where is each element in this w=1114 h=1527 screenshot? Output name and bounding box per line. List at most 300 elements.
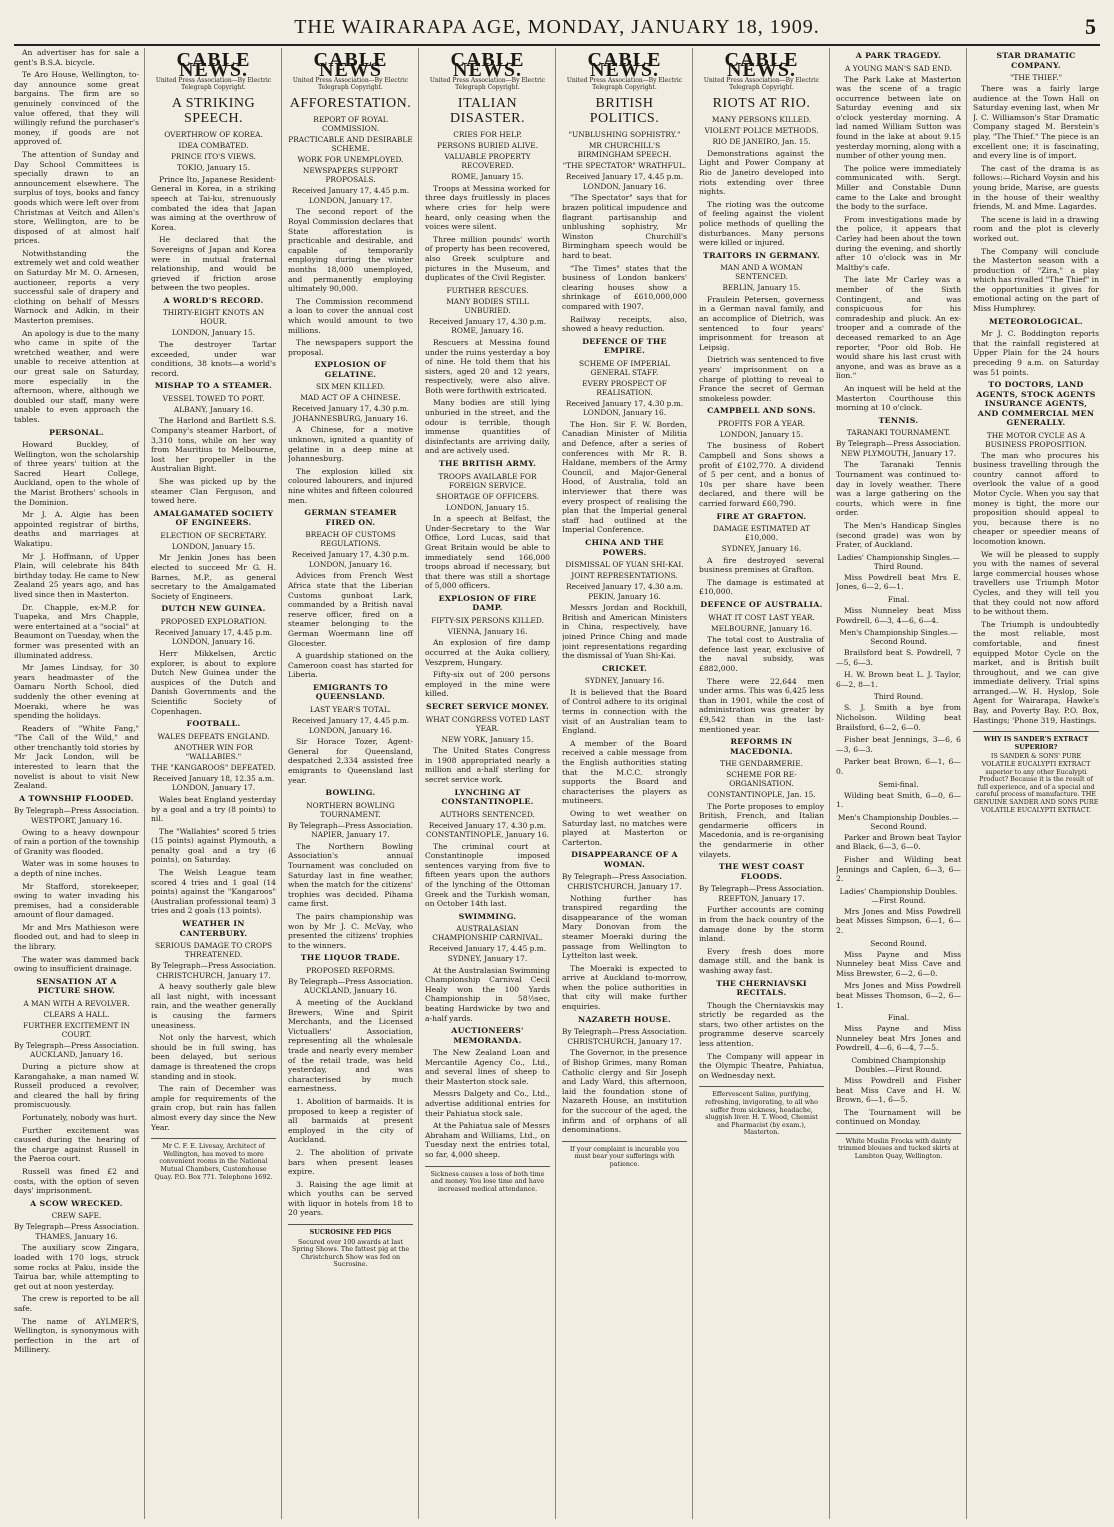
article-paragraph: Troops at Messina worked for three days fruitlessly in places where cries for help were heard, only ceasing when the voices were silent.	[425, 183, 550, 232]
dateline: By Telegraph—Press Association. AUCKLAND, January 16.	[288, 976, 413, 996]
article-paragraph: From investigations made by the police, it appears that Carley had been about the town during the evening, and shortly after 10 o'clock was in Mr Maltby's cafe.	[836, 214, 961, 272]
article-subheading: IDEA COMBATED.	[178, 141, 249, 151]
article-paragraph: The rioting was the outcome of feeling against the violent police methods of quelling the disturbances. Many persons were killed or injured.	[699, 199, 824, 248]
article-paragraph: Sir Horace Tozer, Agent-General for Queensland, despatched 2,334 assisted free emigrants to Queensland last year.	[288, 737, 413, 785]
article-paragraph: 1. Abolition of barmaids. It is proposed to keep a register of all barmaids at present employed in the city of Auckland.	[288, 1096, 413, 1145]
dateline: Received January 17, 4.30 p.m. CONSTANTINOPLE, January 16.	[425, 820, 550, 840]
article-subheading: TARANAKI TOURNAMENT.	[846, 428, 951, 438]
article-subheading: "THE SPECTATOR" WRATHFUL.	[562, 161, 687, 171]
article-paragraph: Miss Powdrell beat Mrs E. Jones, 6—2, 6—1.	[836, 572, 961, 592]
advertisement	[288, 1224, 413, 1269]
article-heading: THE WEST COAST FLOODS.	[718, 862, 805, 881]
article-heading: TO DOCTORS, LAND AGENTS, STOCK AGENTS INSURANCE AGENTS, AND COMMERCIAL MEN GENERALLY.	[976, 380, 1096, 428]
article-subheading: A MAN WITH A REVOLVER.	[23, 998, 130, 1008]
article-paragraph: Mr and Mrs Mathieson were flooded out, and had to sleep in the library.	[14, 922, 139, 952]
advertisement	[151, 1138, 276, 1181]
article-paragraph: It is believed that the Board of Control adhere to its original terms in connection with the visit of an Australian team to England.	[562, 687, 687, 736]
article-subheading: Second Round.	[870, 938, 927, 948]
article-paragraph: The Taranaki Tennis Tournament was continued to-day in lovely weather. There was a large gathering on the courts, which were in fine order.	[836, 460, 961, 518]
article-paragraph: "The Times" states that the business of London bankers' clearing houses show a shrinkage of £610,000,000 compared with 1907.	[562, 263, 687, 311]
dateline: LONDON, January 15.	[719, 429, 804, 439]
dateline: Received January 17, 4.30 a.m. PEKIN, January 16.	[566, 582, 683, 601]
article-paragraph: Nothing further has transpired regarding the disappearance of the woman Mary Donovan from the steamer Moeraki during the passage from Wellington to Lyttelton last week.	[562, 893, 687, 961]
article-subheading: NORTHERN BOWLING TOURNAMENT.	[306, 800, 395, 819]
article-paragraph: The late Mr Carley was a member of the Sixth Contingent, and was conspicuous for his comradeship and pluck. An ex-trooper and a comrade of the deceased remarked to an Age reporter, "Poor old Bob. He would share his last crust with anyone, and was as brave as a lion."	[836, 275, 961, 381]
dateline: BERLIN, January 15.	[722, 283, 801, 293]
article-heading: A PARK TRAGEDY.	[855, 51, 942, 60]
article-paragraph: The attention of Sunday and Day School Committees is specially drawn to an announcement elsewhere. The surplus of toys, books and fancy goods which were left over from Christmas at Veitch and Allen's store, Wellington, are to be disposed of at almost half prices.	[14, 149, 139, 246]
article-subheading: MANY PERSONS KILLED.	[711, 115, 812, 125]
article-heading: EMIGRANTS TO QUEENSLAND.	[313, 682, 388, 702]
article-paragraph: The newspapers support the proposal.	[288, 338, 413, 357]
article-paragraph: The cast of the drama is as follows:—Richard Voysin and his young bride, Marise, are guests in the house of their wealthy friends, M. and Mme. Lagardes.	[973, 163, 1099, 212]
article-paragraph: Miss Payne and Miss Nunneley beat Miss Cave and Miss Brewster, 6—2, 6—0.	[836, 949, 961, 978]
article-paragraph: The explosion killed six coloured labourers, and injured nine whites and fifteen coloured men.	[288, 466, 413, 505]
press-credit: United Press Association—By Electric Telegraph Copyright.	[155, 77, 272, 92]
article-subheading: EVERY PROSPECT OF REALISATION.	[582, 378, 667, 397]
article-paragraph: Brailsford beat S. Powdrell, 7—5, 6—3.	[836, 648, 961, 667]
dateline: By Telegraph—Press Association. CHRISTCHURCH, January 17.	[562, 872, 687, 891]
article-subheading: MAN AND A WOMAN SENTENCED.	[720, 263, 803, 282]
article-paragraph: At the Pahiatua sale of Messrs Abraham and Williams, Ltd., on Tuesday next the entries total, so far, 4,000 sheep.	[425, 1121, 550, 1160]
article-subheading: FURTHER EXCITEMENT IN COURT.	[23, 1020, 130, 1039]
article-heading: FIRE AT GRAFTON.	[716, 511, 807, 521]
article-subheading: WHAT IT COST LAST YEAR.	[708, 612, 815, 622]
article-heading: THE LIQUOR TRADE.	[300, 953, 401, 963]
dateline: By Telegraph—Press Association. CHRISTCHURCH, January 17.	[151, 961, 276, 980]
article-subheading: DAMAGE ESTIMATED AT £10,000.	[712, 524, 811, 543]
article-paragraph: Advices from French West Africa state that the Liberian Customs gunboat Lark, commanded by a British naval reserve officer, fired on a steamer belonging to the German Woermann line off Glocester.	[288, 571, 413, 648]
section-banner: CABLE NEWS.	[450, 49, 525, 81]
article-subheading: Ladies' Championship Doubles.—First Round.	[839, 886, 958, 905]
article-paragraph: 2. The abolition of private bars when present leases expire.	[288, 1147, 413, 1177]
article-paragraph: Mrs Jones and Miss Powdrell beat Misses Simpson, 6—1, 6—2.	[836, 906, 961, 935]
press-credit: United Press Association—By Electric Telegraph Copyright.	[292, 77, 409, 92]
article-subheading: "THE THIEF."	[1010, 73, 1062, 82]
article-subheading: CRIES FOR HELP.	[453, 130, 522, 140]
article-paragraph: A heavy southerly gale blew all last night, with incessant rain, and the weather generally is causing the farmers uneasiness.	[151, 982, 276, 1030]
article-subheading: DISMISSAL OF YUAN SHI-KAI.	[565, 560, 684, 569]
article-subheading: FIFTY-SIX PERSONS KILLED.	[431, 615, 544, 625]
article-heading: TENNIS.	[878, 415, 919, 425]
article-heading: SECRET SERVICE MONEY.	[425, 702, 550, 712]
article-subheading: NEWSPAPERS SUPPORT PROPOSALS.	[302, 166, 399, 185]
column-6	[699, 48, 830, 1519]
article-paragraph: The pairs championship was won by Mr J. C. McVay, who presented the citizens' trophies to the winners.	[288, 911, 413, 950]
article-paragraph: The destroyer Tartar exceeded, under war conditions, 38 knots—a world's record.	[151, 340, 276, 378]
article-subheading: TROOPS AVAILABLE FOR FOREIGN SERVICE.	[438, 471, 537, 490]
article-subheading: VALUABLE PROPERTY RECOVERED.	[444, 152, 531, 171]
article-subheading: PROPOSED EXPLORATION.	[160, 616, 267, 626]
article-paragraph: The business of Robert Campbell and Sons shows a profit of £102,770. A dividend of 5 per cent, and a bonus of 10s per share have been declared, and there will be carried forward £60,790.	[699, 441, 824, 508]
article-heading: SWIMMING.	[458, 911, 517, 921]
article-paragraph: The United States Congress in 1908 appropriated nearly a million and a-half sterling for secret service work.	[425, 746, 550, 784]
article-heading: DEFENCE OF AUSTRALIA.	[700, 600, 823, 610]
article-heading: A SCOW WRECKED.	[30, 1198, 123, 1208]
article-subheading: PRINCE ITO'S VIEWS.	[170, 152, 257, 162]
article-paragraph: An explosion of fire damp occurred at the Auka colliery, Veszprem, Hungary.	[425, 638, 550, 667]
article-paragraph: Though the Cherniavskis may strictly be regarded as the stars, two other artistes on the programme deserve scarcely less attention.	[699, 1000, 824, 1048]
article-subheading: Men's Championship Doubles.—Second Round.	[837, 812, 960, 831]
article-subheading: MR CHURCHILL'S BIRMINGHAM SPEECH.	[577, 141, 672, 160]
article-subheading: OVERTHROW OF KOREA.	[164, 130, 263, 140]
article-subheading: BREACH OF CUSTOMS REGULATIONS.	[305, 530, 396, 549]
article-subheading: AUSTRALASIAN CHAMPIONSHIP CARNIVAL.	[432, 924, 543, 943]
dateline: Received January 17, 4.45 p.m. LONDON, January 16.	[565, 172, 684, 191]
advertisement-title: WHY IS SANDER'S EXTRACT SUPERIOR?	[983, 735, 1089, 751]
article-subheading: Final.	[887, 594, 910, 604]
press-credit: United Press Association—By Electric Telegraph Copyright.	[566, 77, 683, 92]
article-paragraph: The criminal court at Constantinople imposed sentences varying from five to fifteen years upon the authors of the lynching of the Ottoman Greek and the Turkish woman, on October 14th last.	[425, 841, 550, 909]
article-subheading: AUTHORS SENTENCED.	[440, 809, 535, 819]
article-paragraph: He declared that the Sovereigns of Japan and Korea were in mutual fraternal relationship, and would be grieved if friction arose between the two peoples.	[151, 235, 276, 293]
advertisement-text: IS SANDER & SONS' PURE VOLATILE EUCALYPTI EXTRACT superior to any other Eucalypti Product? Because it is the result of full experience, and of a special and careful process of manufacture. THE GENUINE SANDER AND SONS PURE VOLATILE EUCALYPTI EXTRACT.	[973, 752, 1099, 814]
columns-container	[14, 48, 1104, 1519]
dateline: ALBANY, January 16.	[173, 404, 254, 414]
article-paragraph: Dietrich was sentenced to five years' imprisonment on a charge of plotting to reveal to France the secret of German smokeless powder.	[699, 355, 824, 403]
article-paragraph: Rescuers at Messina found under the ruins yesterday a boy of nine. He told them that his sisters, aged 20 and 12 years, respectively, were also alive. Both were forthwith extricated.	[425, 337, 550, 395]
advertisement	[836, 1133, 961, 1161]
article-subheading: CREW SAFE.	[51, 1211, 102, 1221]
article-heading: MISHAP TO A STEAMER.	[154, 381, 273, 391]
article-subheading: THIRTY-EIGHT KNOTS AN HOUR.	[162, 308, 265, 327]
article-paragraph: The Park Lake at Masterton was the scene of a tragic occurrence between late on Saturday evening and six o'clock yesterday morning. A lad named William Sutton was found in the lake at about 9.15 yesterday morning, along with a number of other young men.	[836, 74, 961, 161]
article-paragraph: Russell was fined £2 and costs, with the option of seven days' imprisonment.	[14, 1166, 139, 1196]
section-banner: CABLE NEWS	[313, 49, 388, 81]
article-subheading: SCHEME OF IMPERIAL GENERAL STAFF.	[579, 358, 670, 377]
article-subheading: ELECTION OF SECRETARY.	[160, 530, 267, 540]
article-subheading: SERIOUS DAMAGE TO CROPS THREATENED.	[154, 941, 273, 960]
column-3	[288, 48, 419, 1519]
article-subheading: PROPOSED REFORMS.	[306, 965, 395, 975]
article-paragraph: The man who procures his business travelling through the country cannot afford to overlook the value of a good Motor Cycle. When you say that money is tight, the more our proposition should appeal to you, because there is no cheaper or speedier means of locomotion known.	[973, 450, 1099, 546]
section-banner: CABLE NEWS.	[176, 49, 251, 81]
article-paragraph: The Company will appear in the Olympic Theatre, Pahiatua, on Wednesday next.	[699, 1051, 824, 1080]
newspaper-title: THE WAIRARAPA AGE, MONDAY, JANUARY 18, 1909.	[294, 16, 820, 38]
article-paragraph: Further accounts are coming in from the back country of the damage done by the storm inland.	[699, 905, 824, 944]
article-paragraph: A meeting of the Auckland Brewers, Wine and Spirit Merchants, and the Licensed Victuallers' Association, representing all the wholesale trade and nearly every member of the retail trade, was held yesterday, and was characterised by much earnestness.	[288, 998, 413, 1094]
article-paragraph: Miss Powdrell and Fisher beat Miss Cave and H. W. Brown, 6—1, 6—5.	[836, 1075, 961, 1105]
article-heading: A WORLD'S RECORD.	[163, 295, 264, 305]
article-paragraph: Mr James Lindsay, for 30 years headmaster of the Oamaru North School, died suddenly the other evening at Moeraki, where he was spending the holidays.	[14, 663, 139, 721]
article-paragraph: Owing to wet weather on Saturday last, no matches were played at Masterton or Carterton.	[562, 808, 687, 847]
column-7	[836, 48, 967, 1519]
article-subheading: REPORT OF ROYAL COMMISSION.	[313, 115, 388, 134]
article-paragraph: Mr Stafford, storekeeper, owing to water invading his premises, had a considerable amount of flour damaged.	[14, 881, 139, 920]
dateline: TOKIO, January 15.	[177, 163, 250, 173]
article-subheading: Ladies' Championship Singles.—Third Round.	[837, 552, 960, 571]
dateline: VIENNA, January 16.	[447, 626, 528, 636]
article-heading: DEFENCE OF THE EMPIRE.	[582, 336, 667, 356]
advertisement-title: SUCROSINE FED PIGS	[309, 1228, 392, 1237]
dateline: SYDNEY, January 16.	[721, 544, 802, 554]
article-paragraph: The Tournament will be continued on Monday.	[836, 1107, 961, 1127]
article-heading: LYNCHING AT CONSTANTINOPLE.	[441, 787, 534, 806]
article-headline: A STRIKING SPEECH.	[171, 96, 256, 127]
article-heading: STAR DRAMATIC COMPANY.	[996, 51, 1076, 70]
dateline: By Telegraph—Press Association. THAMES, January 16.	[14, 1222, 139, 1241]
advertisement	[973, 731, 1099, 814]
article-subheading: Third Round.	[873, 692, 924, 702]
article-subheading: Men's Championship Singles.—Second Round.	[839, 628, 958, 647]
dateline: Received January 17, 4.45 p.m. LONDON, January 16.	[154, 627, 273, 647]
article-paragraph: The scene is laid in a drawing room and the plot is cleverly worked out.	[973, 214, 1099, 243]
article-paragraph: Fraulein Petersen, governess in a German naval family, and an accomplice of Dietrich, was sentenced to four years' imprisonment for treason at Leipsig.	[699, 294, 824, 352]
article-subheading: Combined Championship Doubles.—First Round.	[851, 1055, 946, 1074]
article-paragraph: We will be pleased to supply you with the names of several large commercial houses whose travellers use Triumph Motor Cycles, and they will tell you that they could not now afford to be without them.	[973, 549, 1099, 617]
article-subheading: PERSONS BURIED ALIVE.	[437, 141, 538, 151]
dateline: By Telegraph—Press Association. WESTPORT, January 16.	[14, 806, 139, 825]
article-paragraph: Howard Buckley, of Wellington, won the scholarship of three years' tuition at the Sacred Heart College, Auckland, open to the whole of the Marist Brothers' schools in the Dominion.	[14, 440, 139, 507]
article-heading: PERSONAL.	[49, 427, 104, 437]
article-paragraph: An apology is due to the many who came in spite of the wretched weather, and were unable to receive attention at our great sale on Saturday, more especially in the afternoon, where, although we doubled our staff, many were unable to even approach the tables.	[14, 328, 139, 424]
article-paragraph: There were 22,644 men under arms. This was 6,425 less than in 1901, while the cost of administration was greater by £9,542 than in the last-mentioned year.	[699, 676, 824, 734]
article-heading: AMALGAMATED SOCIETY OF ENGINEERS.	[153, 508, 274, 528]
dateline: Received January 17, 4.30 p.m. JOHANNESBURG, January 16.	[291, 404, 410, 423]
article-paragraph: The Company will conclude the Masterton season with a production of "Zira," a play which has rivalled "The Thief" in the opportunities it gives for emotional acting on the part of Miss Humphrey.	[973, 246, 1099, 314]
column-8	[973, 48, 1104, 1519]
article-paragraph: The auxiliary scow Zingara, loaded with 170 logs, struck some rocks at Paku, inside the Tairua bar, while attempting to get out at noon yesterday.	[14, 1243, 139, 1291]
article-paragraph: Owing to a heavy downpour of rain a portion of the township of Granity was flooded.	[14, 827, 139, 856]
article-subheading: PROFITS FOR A YEAR.	[717, 418, 806, 428]
article-heading: AUCTIONEERS' MEMORANDA.	[451, 1026, 524, 1045]
article-paragraph: A Chinese, for a motive unknown, ignited a quantity of gelatine in a deep mine at Johannesburg.	[288, 425, 413, 464]
article-paragraph: A fire destroyed several business premises at Grafton.	[699, 555, 824, 575]
dateline: ROME, January 15.	[451, 172, 524, 182]
article-paragraph: Further excitement was caused during the hearing of the charge against Russell in the Paeroa court.	[14, 1125, 139, 1164]
article-paragraph: A member of the Board received a cable message from the English authorities stating that the M.C.C. strongly supports the Board and characterises the players as mutineers.	[562, 738, 687, 806]
section-banner: CABLE NEWS.	[724, 49, 799, 81]
article-subheading: THE MOTOR CYCLE AS A BUSINESS PROPOSITION.	[985, 430, 1087, 449]
article-paragraph: Fifty-six out of 200 persons employed in the mine were killed.	[425, 670, 550, 699]
article-paragraph: The second report of the Royal Commission declares that State afforestation is practicable and desirable, and capable of temporarily employing during the winter months 18,000 unemployed, and permanently employing ultimately 90,000.	[288, 207, 413, 294]
article-subheading: THE GENDARMERIE.	[720, 759, 803, 769]
dateline: Received January 18, 12.35 a.m. LONDON, January 17.	[152, 773, 275, 793]
article-paragraph: Mr Jenkin Jones has been elected to succeed Mr G. H. Barnes, M.P., as general secretary to the Amalgamated Society of Engineers.	[151, 553, 276, 601]
article-paragraph: Dr. Chapple, ex-M.P. for Tuapeka, and Mrs Chapple, were entertained at a "social" at Beaumont on Tuesday, when the former was presented with an illuminated address.	[14, 602, 139, 660]
article-paragraph: Prince Ito, Japanese Resident-General in Korea, in a striking speech at Tai-ku, strenuously combated the idea that Japan was aiming at the overthrow of Korea.	[151, 174, 276, 232]
article-paragraph: Fortunately, nobody was hurt.	[22, 1113, 138, 1122]
dateline: RIO DE JANEIRO, Jan. 15.	[712, 137, 811, 147]
advertisement-text: Secured over 100 awards at last Spring Shows. The fattest pig at the Christchurch Show was fed on Sucrosine.	[291, 1237, 410, 1269]
article-paragraph: Herr Mikkelsen, Arctic explorer, is about to explore Dutch New Guinea under the auspices of the Dutch and Danish Governments and the Scientific Society of Copenhagen.	[151, 649, 276, 716]
dateline: LONDON, January 15.	[171, 541, 256, 551]
article-heading: CRICKET.	[601, 663, 648, 673]
article-paragraph: She was picked up by the steamer Clan Ferguson, and towed here.	[151, 477, 276, 506]
article-subheading: ANOTHER WIN FOR "WALLABIES."	[174, 742, 253, 761]
article-subheading: PRACTICABLE AND DESIRABLE SCHEME.	[288, 135, 413, 154]
article-heading: REFORMS IN MACEDONIA.	[730, 737, 793, 756]
article-paragraph: Not only the harvest, which should be in full swing, has been delayed, but serious damage is threatened the crops standing and in stook.	[151, 1033, 276, 1081]
article-paragraph: Water was in some houses to a depth of nine inches.	[14, 859, 139, 878]
advertisement-text: White Muslin Frocks with dainty trimmed blouses and tucked skirts at Lambton Quay, Wellington.	[838, 1136, 959, 1161]
dateline: LONDON, January 15.	[171, 328, 256, 338]
dateline: SYDNEY, January 16.	[584, 676, 665, 686]
article-paragraph: The Commission recommend a loan to cover the annual cost which would amount to two millions.	[288, 296, 413, 335]
article-heading: THE CHERNIAVSKI RECITALS.	[716, 978, 807, 998]
article-paragraph: The police were immediately communicated with. Sergt. Miller and Constable Dunn came to the Lake and brought the body to the surface.	[836, 163, 961, 212]
article-paragraph: The water was dammed back owing to insufficient drainage.	[14, 954, 139, 974]
article-heading: TRAITORS IN GERMANY.	[702, 250, 821, 260]
article-paragraph: The Hon. Sir F. W. Borden, Canadian Minister of Militia and Defence, after a series of conferences with Mr R. B. Haldane, members of the Army Council, and Major-General Hood, of Australia, told an interviewer that there was every prospect of realising the plan that the Imperial general staff had outlined at the Imperial Conference.	[562, 419, 687, 535]
article-paragraph: The New Zealand Loan and Mercantile Agency Co., Ltd., and several lines of sheep to their Masterton stock sale.	[425, 1048, 550, 1086]
article-subheading: SCHEME FOR RE-ORGANISATION.	[726, 770, 797, 789]
article-paragraph: "The Spectator" says that for brazen political impudence and flagrant partisanship and unblushing sophistry, Mr Winston Churchill's Birmingham speech would be hard to beat.	[562, 193, 687, 260]
dateline: MELBOURNE, January 16.	[711, 623, 812, 633]
article-paragraph: The Moeraki is expected to arrive at Auckland to-morrow, when the police authorities in that city will make further enquiries.	[562, 963, 687, 1012]
article-paragraph: Messrs Dalgety and Co., Ltd., advertise additional entries for their Pahiatua stock sale.	[425, 1089, 550, 1118]
masthead	[14, 10, 1100, 46]
article-paragraph: Wilding beat Smith, 6—0, 6—1.	[836, 790, 961, 810]
advertisement-text: Sickness causes a loss of both time and money. You lose time and have increased medical attendance.	[430, 1169, 545, 1193]
advertisement	[699, 1086, 824, 1137]
article-paragraph: The Welsh League team scored 4 tries and 1 goal (14 points) against the "Kangaroos" (Australian professional team) 3 tries and 2 goals (13 points).	[151, 868, 276, 916]
article-subheading: VESSEL TOWED TO PORT.	[162, 393, 265, 403]
article-subheading: CLEARS A HALL.	[43, 1009, 110, 1019]
column-4	[425, 48, 556, 1519]
column-2	[151, 48, 282, 1519]
article-paragraph: The crew is reported to be all safe.	[14, 1294, 139, 1313]
dateline: Received January 17, 4.30 p.m. ROME, January 16.	[428, 316, 547, 336]
article-subheading: MANY BODIES STILL UNBURIED.	[446, 296, 529, 315]
article-paragraph: The Northern Bowling Association's annual Tournament was concluded on Saturday last in fine weather, when the match for the citizens' trophies was decided. Pihama came first.	[288, 841, 413, 909]
article-heading: CHINA AND THE POWERS.	[585, 538, 664, 557]
article-headline: BRITISH POLITICS.	[589, 96, 660, 127]
article-heading: NAZARETH HOUSE.	[578, 1014, 671, 1024]
article-headline: ITALIAN DISASTER.	[450, 96, 525, 127]
article-paragraph: Mrs Jones and Miss Powdrell beat Misses Thomson, 6—2, 6—1.	[836, 981, 961, 1010]
advertisement-text: Effervescent Saline, purifying, refreshing, invigorating, to all who suffer from sickness, headache, sluggish liver. H. T. Wood, Chemist and Pharmacist (by exam.), Masterton.	[704, 1090, 819, 1137]
article-heading: EXPLOSION OF FIRE DAMP.	[438, 593, 537, 613]
article-subheading: Final.	[887, 1013, 910, 1023]
dateline: By Telegraph—Press Association. NEW PLYMOUTH, January 17.	[836, 439, 961, 458]
article-paragraph: The Men's Handicap Singles (second grade) was won by Frater, of Auckland.	[836, 520, 961, 550]
dateline: By Telegraph—Press Association. NAPIER, January 17.	[288, 820, 413, 840]
advertisement-text: If your complaint is incurable you must bear your sufferings with patience.	[569, 1144, 680, 1168]
article-paragraph: Miss Nunneley beat Miss Powdrell, 6—3, 4—6, 6—4.	[836, 605, 961, 625]
article-paragraph: Te Aro House, Wellington, to-day announce some great bargains. The firm are so genuinely convinced of the value offered, that they will willingly refund the purchaser's money, if goods are not approved of.	[14, 70, 139, 147]
article-paragraph: An advertiser has for sale a gent's B.S.A. bicycle.	[14, 48, 139, 67]
article-paragraph: The Porte proposes to employ British, French, and Italian gendarmerie officers in Macedonia, and is re-organising the gendarmerie in other vilayets.	[699, 801, 824, 859]
article-paragraph: The name of AYLMER'S, Wellington, is synonymous with perfection in the art of Millinery.	[14, 1316, 139, 1355]
article-subheading: "UNBLUSHING SOPHISTRY."	[568, 130, 681, 140]
article-paragraph: Miss Payne and Miss Nunneley beat Mrs Jones and Powdrell, 4—6, 6—4, 7—5.	[836, 1024, 961, 1053]
dateline: By Telegraph—Press Association. REEFTON, January 17.	[699, 884, 824, 903]
article-paragraph: Readers of "White Fang," "The Call of the Wild," and other trenchantly told stories by Mr Jack London, will be interested to learn that the novelist is about to visit New Zealand.	[14, 723, 139, 791]
article-headline: RIOTS AT RIO.	[712, 96, 811, 112]
dateline: Received January 17, 4.30 p.m. LONDON, January 16.	[565, 398, 684, 418]
article-paragraph: The "Wallabies" scored 5 tries (15 points) against Plymouth, a penalty goal and a try (6 points), on Saturday.	[151, 826, 276, 865]
article-paragraph: Demonstrations against the Light and Power Company at Rio de Janeiro developed into riots extending over three nights.	[699, 148, 824, 197]
dateline: LONDON, January 15.	[445, 502, 530, 512]
article-subheading: A YOUNG MAN'S SAD END.	[845, 63, 952, 73]
article-heading: CAMPBELL AND SONS.	[707, 406, 816, 416]
article-paragraph: Parker and Brown beat Taylor and Black, 6—3, 6—0.	[836, 832, 961, 852]
article-paragraph: H. W. Brown beat L. J. Taylor, 6—2, 8—1.	[836, 670, 961, 689]
dateline: Received January 17, 4.45 p.m. LONDON, January 16.	[291, 715, 410, 735]
article-subheading: WORK FOR UNEMPLOYED.	[297, 155, 404, 165]
article-heading: SENSATION AT A PICTURE SHOW.	[36, 976, 117, 996]
dateline: NEW YORK, January 15.	[441, 734, 534, 744]
article-paragraph: The Triumph is undoubtedly the most reliable, most comfortable, and finest equipped Motor Cycle on the market, and is British built throughout, and we can give immediate delivery. Trial spins arranged.—W. H. Hyslop, Sole Agent for Wairarapa, Hawke's Bay, and Poverty Bay. P.O. Box, Hastings; 'Phone 319, Hastings.	[973, 619, 1099, 725]
article-subheading: THE "KANGAROOS" DEFEATED.	[151, 762, 276, 772]
article-subheading: WHAT CONGRESS VOTED LAST YEAR.	[425, 714, 550, 733]
page-number: 5	[1085, 14, 1096, 39]
article-paragraph: S. J. Smith a bye from Nicholson. Wilding beat Brailsford, 6—2, 6—0.	[836, 703, 961, 732]
article-heading: DISAPPEARANCE OF A WOMAN.	[571, 850, 678, 869]
dateline: By Telegraph—Press Association. AUCKLAND, January 16.	[14, 1040, 139, 1060]
article-paragraph: Three million pounds' worth of property has been recovered, also Greek sculpture and pictures in the Museum, and duplicates of the Civil Register.	[425, 234, 550, 283]
article-subheading: FURTHER RESCUES.	[446, 285, 529, 295]
article-paragraph: There was a fairly large audience at the Town Hall on Saturday evening last, when Mr J. C. Williamson's Star Dramatic Company staged M. Berstein's play, "The Thief." The piece is an excellent one; it is fascinating, and every line is of import.	[973, 84, 1099, 161]
article-heading: GERMAN STEAMER FIRED ON.	[304, 508, 397, 527]
article-heading: DUTCH NEW GUINEA.	[161, 604, 266, 614]
article-subheading: MAD ACT OF A CHINESE.	[300, 393, 401, 403]
article-paragraph: Parker beat Brown, 6—1, 6—0.	[836, 757, 961, 777]
article-paragraph: Every fresh does more damage still, and the bank is washing away fast.	[699, 946, 824, 975]
article-subheading: LAST YEAR'S TOTAL.	[309, 704, 392, 714]
article-paragraph: Mr J. A. Algie has been appointed registrar of births, deaths and marriages at Wakatipu.	[14, 510, 139, 548]
article-paragraph: Fisher beat Jennings, 3—6, 6—3, 6—3.	[836, 735, 961, 754]
article-heading: BOWLING.	[325, 788, 376, 798]
dateline: By Telegraph—Press Association. CHRISTCHURCH, January 17.	[562, 1027, 687, 1046]
article-subheading: WALES DEFEATS ENGLAND.	[157, 731, 270, 741]
column-5	[562, 48, 693, 1519]
article-paragraph: The rain of December was ample for requirements of the grain crop, but rain has fallen almost every day since the New Year.	[151, 1084, 276, 1132]
article-subheading: VIOLENT POLICE METHODS.	[704, 126, 819, 136]
article-paragraph: During a picture show at Karangahake, a man named W. Russell produced a revolver, and cleared the hall by firing promiscuously.	[14, 1062, 139, 1110]
dateline: Received January 17, 4.45 p.m. LONDON, January 17.	[291, 186, 410, 205]
article-paragraph: The total cost to Australia of defence last year, exclusive of the naval subsidy, was £882,000.	[699, 635, 824, 673]
article-paragraph: An inquest will be held at the Masterton Courthouse this morning at 10 o'clock.	[836, 383, 961, 413]
article-paragraph: Messrs Jordan and Rockhill, British and American Ministers in China, respectively, have joined Prince Ching and made joint representations regarding the dismissal of Yuan Shi-Kai.	[562, 603, 687, 661]
article-paragraph: The damage is estimated at £10,000.	[699, 577, 824, 597]
dateline: CONSTANTINOPLE, Jan. 15.	[707, 790, 816, 800]
article-heading: THE BRITISH ARMY.	[438, 459, 537, 469]
article-paragraph: Fisher and Wilding beat Jennings and Caplen, 6—3, 6—2.	[836, 855, 961, 884]
article-heading: WEATHER IN CANTERBURY.	[179, 919, 248, 938]
article-paragraph: 3. Raising the age limit at which youths can be served with liquor in hotels from 18 to 20 years.	[288, 1179, 413, 1218]
advertisement-text: Mr C. F. E. Livesay, Architect of Wellington, has moved to more convenient rooms in the National Mutual Chambers, Customhouse Quay. P.O. Box 771. Telephone 1692.	[154, 1142, 273, 1181]
article-paragraph: Railway receipts, also, showed a heavy reduction.	[562, 314, 687, 334]
article-subheading: SHORTAGE OF OFFICERS.	[435, 491, 540, 501]
article-subheading: SIX MEN KILLED.	[315, 382, 386, 392]
article-subheading: Semi-final.	[878, 779, 919, 789]
column-1	[14, 48, 145, 1519]
dateline: Received January 17, 4.45 p.m. SYDNEY, January 17.	[428, 944, 547, 963]
article-subheading: JOINT REPRESENTATIONS.	[571, 571, 678, 580]
article-heading: A TOWNSHIP FLOODED.	[19, 793, 134, 803]
article-paragraph: The Harlond and Bartlett S.S. Company's steamer Harbort, of 3,310 tons, while on her way from Mauritius to Melbourne, lost her propeller in the Australian Bight.	[151, 416, 276, 474]
article-headline: AFFORESTATION.	[289, 96, 412, 112]
article-paragraph: Many bodies are still lying unburied in the street, and the odour is terrible, though immense quantities of disinfectants are arriving daily, and are actively used.	[425, 398, 550, 456]
section-banner: CABLE NEWS.	[587, 49, 662, 81]
article-paragraph: Mr J. C. Boddington reports that the rainfall registered at Upper Plain for the 24 hours preceding 9 a.m. on Saturday was 51 points.	[973, 329, 1099, 377]
article-paragraph: At the Australasian Swimming Championship Carnival Cecil Healy won the 100 Yards Championship in 58½sec, beating Hardwicke by two and a-half yards.	[425, 965, 550, 1023]
article-paragraph: A guardship stationed on the Cameroon coast has started for Liberia.	[288, 651, 413, 680]
article-heading: METEOROLOGICAL.	[989, 316, 1083, 326]
article-heading: FOOTBALL.	[186, 719, 241, 729]
press-credit: United Press Association—By Electric Telegraph Copyright.	[429, 77, 546, 92]
press-credit: United Press Association—By Electric Telegraph Copyright.	[703, 77, 820, 92]
advertisement	[425, 1166, 550, 1194]
article-paragraph: Mr J. Hoffmann, of Upper Plain, will celebrate his 84th birthday today. He came to New Zealand 25 years ago, and has lived since then in Masterton.	[14, 551, 139, 599]
dateline: Received January 17, 4.30 p.m. LONDON, January 16.	[291, 550, 410, 569]
article-paragraph: Notwithstanding the extremely wet and cold weather on Saturday Mr M. O. Arnesen, auctioneer, reports a very successful sale of drapery and clothing on behalf of Messrs Warnock and Adkin, in their Masterton premises.	[14, 248, 139, 326]
advertisement	[562, 1141, 687, 1169]
article-paragraph: The Governor, in the presence of Bishop Grimes, many Roman Catholic clergy and Sir Joseph and Lady Ward, this afternoon, laid the foundation stone of Nazareth House, an institution for the succour of the aged, the infirm and of orphans of all denominations.	[562, 1048, 687, 1135]
article-paragraph: Wales beat England yesterday by a goal and a try (8 points) to nil.	[151, 794, 276, 824]
